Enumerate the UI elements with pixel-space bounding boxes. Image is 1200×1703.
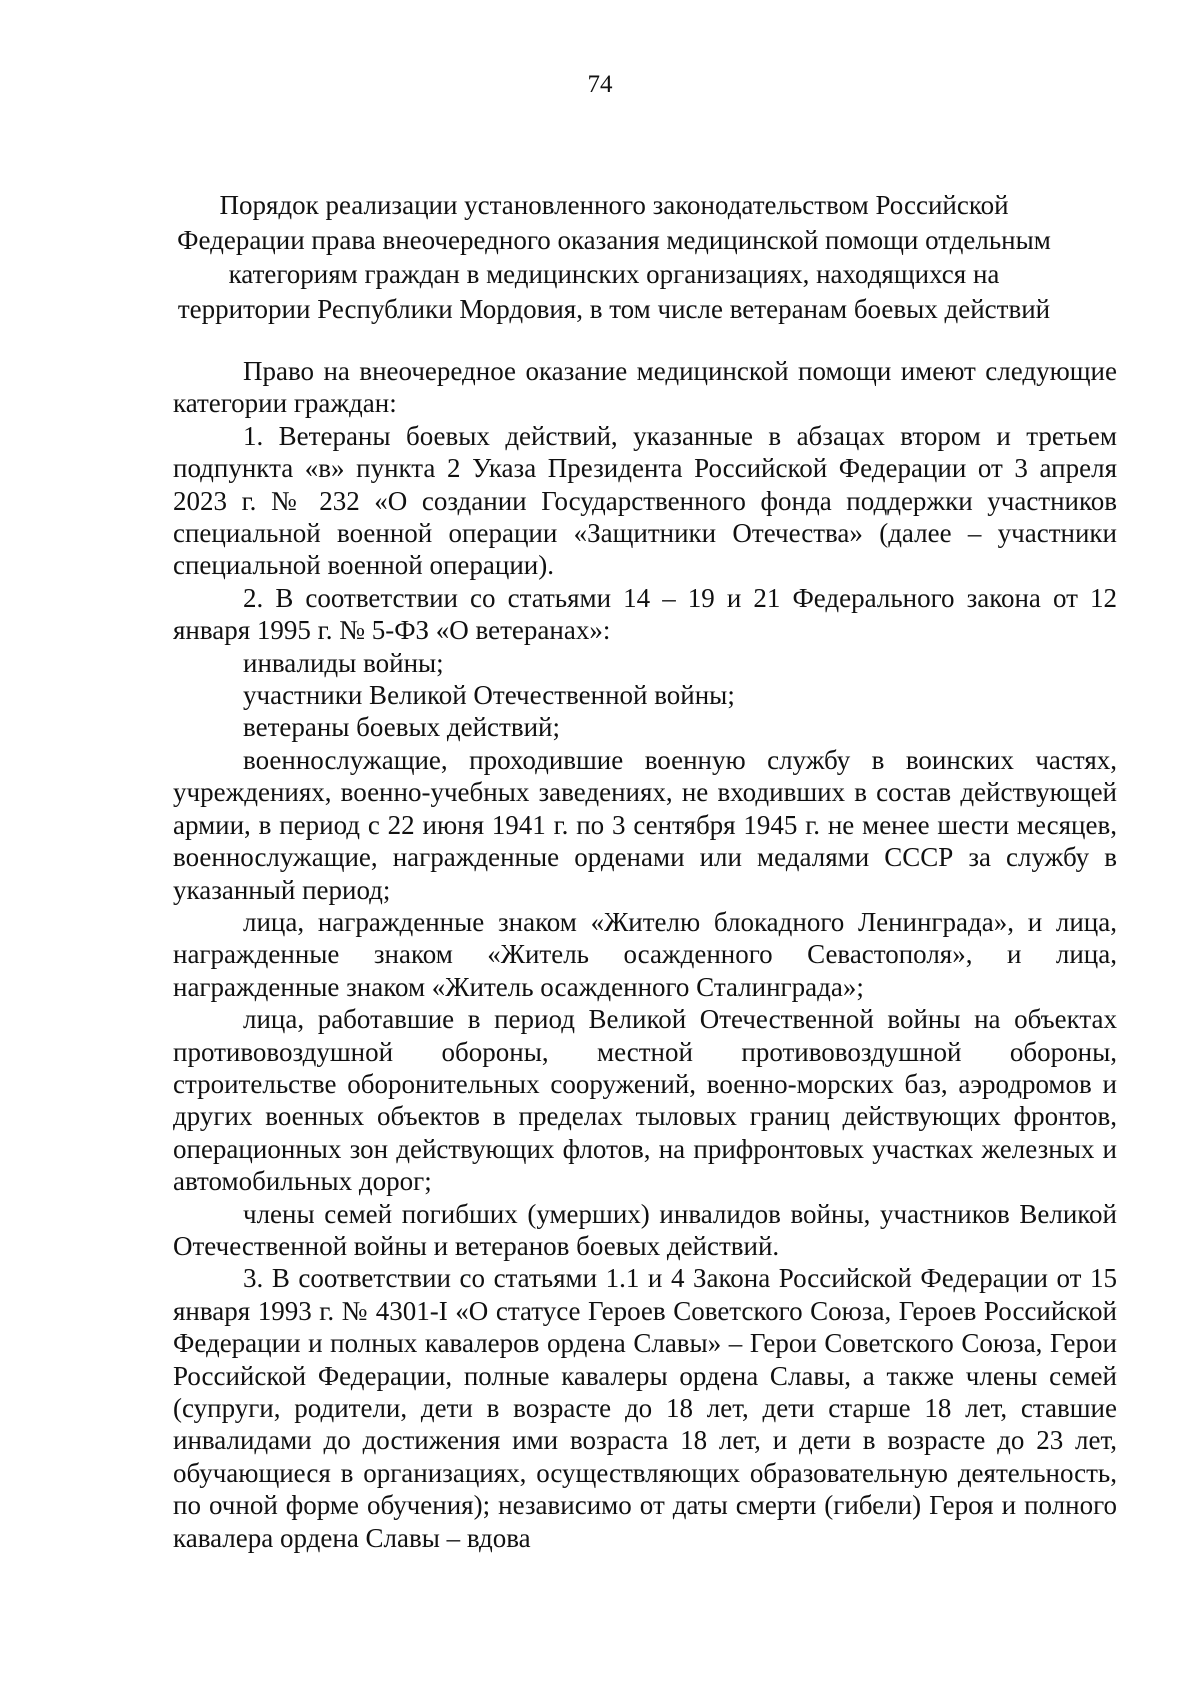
- page-number: 74: [587, 71, 613, 98]
- item-1-paragraph: 1. Ветераны боевых действий, указанные в абзацах втором и третьем подпункта «в» пункта 2 Указа Президента Российской Федерации от 3 апреля 2023 г. № 232 «О создании Государственного фонда поддержки участников специальной военной операции «Защитники Отечества» (далее – участники специальной военной операции).: [173, 420, 1117, 581]
- item-3-paragraph: 3. В соответствии со статьями 1.1 и 4 Закона Российской Федерации от 15 января 1993 г. № 4301-I «О статусе Героев Советского Союза, Героев Российской Федерации и полных кавалеров ордена Славы» – Герои Советского Союза, Герои Российской Федерации, полные кавалеры ордена Славы, а также члены семей (супруги, родители, дети в возрасте до 18 лет, дети старше 18 лет, ставшие инвалидами до достижения ими возраста 18 лет, и дети в возрасте до 23 лет, обучающиеся в организациях, осуществляющих образовательную деятельность, по очной форме обучения); независимо от даты смерти (гибели) Героя и полного кавалера ордена Славы – вдова: [173, 1263, 1117, 1553]
- title-line: Порядок реализации установленного законодательством Российской: [219, 190, 1009, 220]
- list-item: лица, награжденные знаком «Жителю блокадного Ленинграда», и лица, награжденные знаком «Житель осажденного Севастополя», и лица, награжденные знаком «Житель осажденного Сталинграда»;: [173, 906, 1117, 1002]
- list-item: военнослужащие, проходившие военную службу в воинских частях, учреждениях, военно-учебных заведениях, не входивших в состав действующей армии, в период с 22 июня 1941 г. по 3 сентября 1945 г. не менее шести месяцев, военнослужащие, награжденные орденами или медалями СССР за службу в указанный период;: [173, 744, 1117, 905]
- list-item: участники Великой Отечественной войны;: [243, 680, 735, 711]
- list-item: ветераны боевых действий;: [243, 712, 560, 743]
- title-line: категориям граждан в медицинских организациях, находящихся на: [228, 259, 1000, 289]
- title-line: территории Республики Мордовия, в том числе ветеранам боевых действий: [177, 293, 1051, 324]
- document-body: [173, 355, 1117, 1554]
- title-line: Федерации права внеочередного оказания медицинской помощи отдельным: [177, 224, 1051, 255]
- list-item: лица, работавшие в период Великой Отечественной войны на объектах противовоздушной обороны, местной противовоздушной обороны, строительстве оборонительных сооружений, военно-морских баз, аэродромов и других военных объектов в пределах тыловых границ действующих фронтов, операционных зон действующих флотов, на прифронтовых участках железных и автомобильных дорог;: [173, 1004, 1117, 1197]
- intro-paragraph: Право на внеочередное оказание медицинской помощи имеют следующие категории граждан:: [173, 356, 1117, 419]
- item-2-paragraph: 2. В соответствии со статьями 14 – 19 и 21 Федерального закона от 12 января 1995 г. № 5-ФЗ «О ветеранах»:: [173, 582, 1117, 646]
- list-item: члены семей погибших (умерших) инвалидов войны, участников Великой Отечественной войны и ветеранов боевых действий.: [173, 1198, 1117, 1261]
- list-item: инвалиды войны;: [243, 647, 444, 678]
- document-title: [150, 188, 1078, 326]
